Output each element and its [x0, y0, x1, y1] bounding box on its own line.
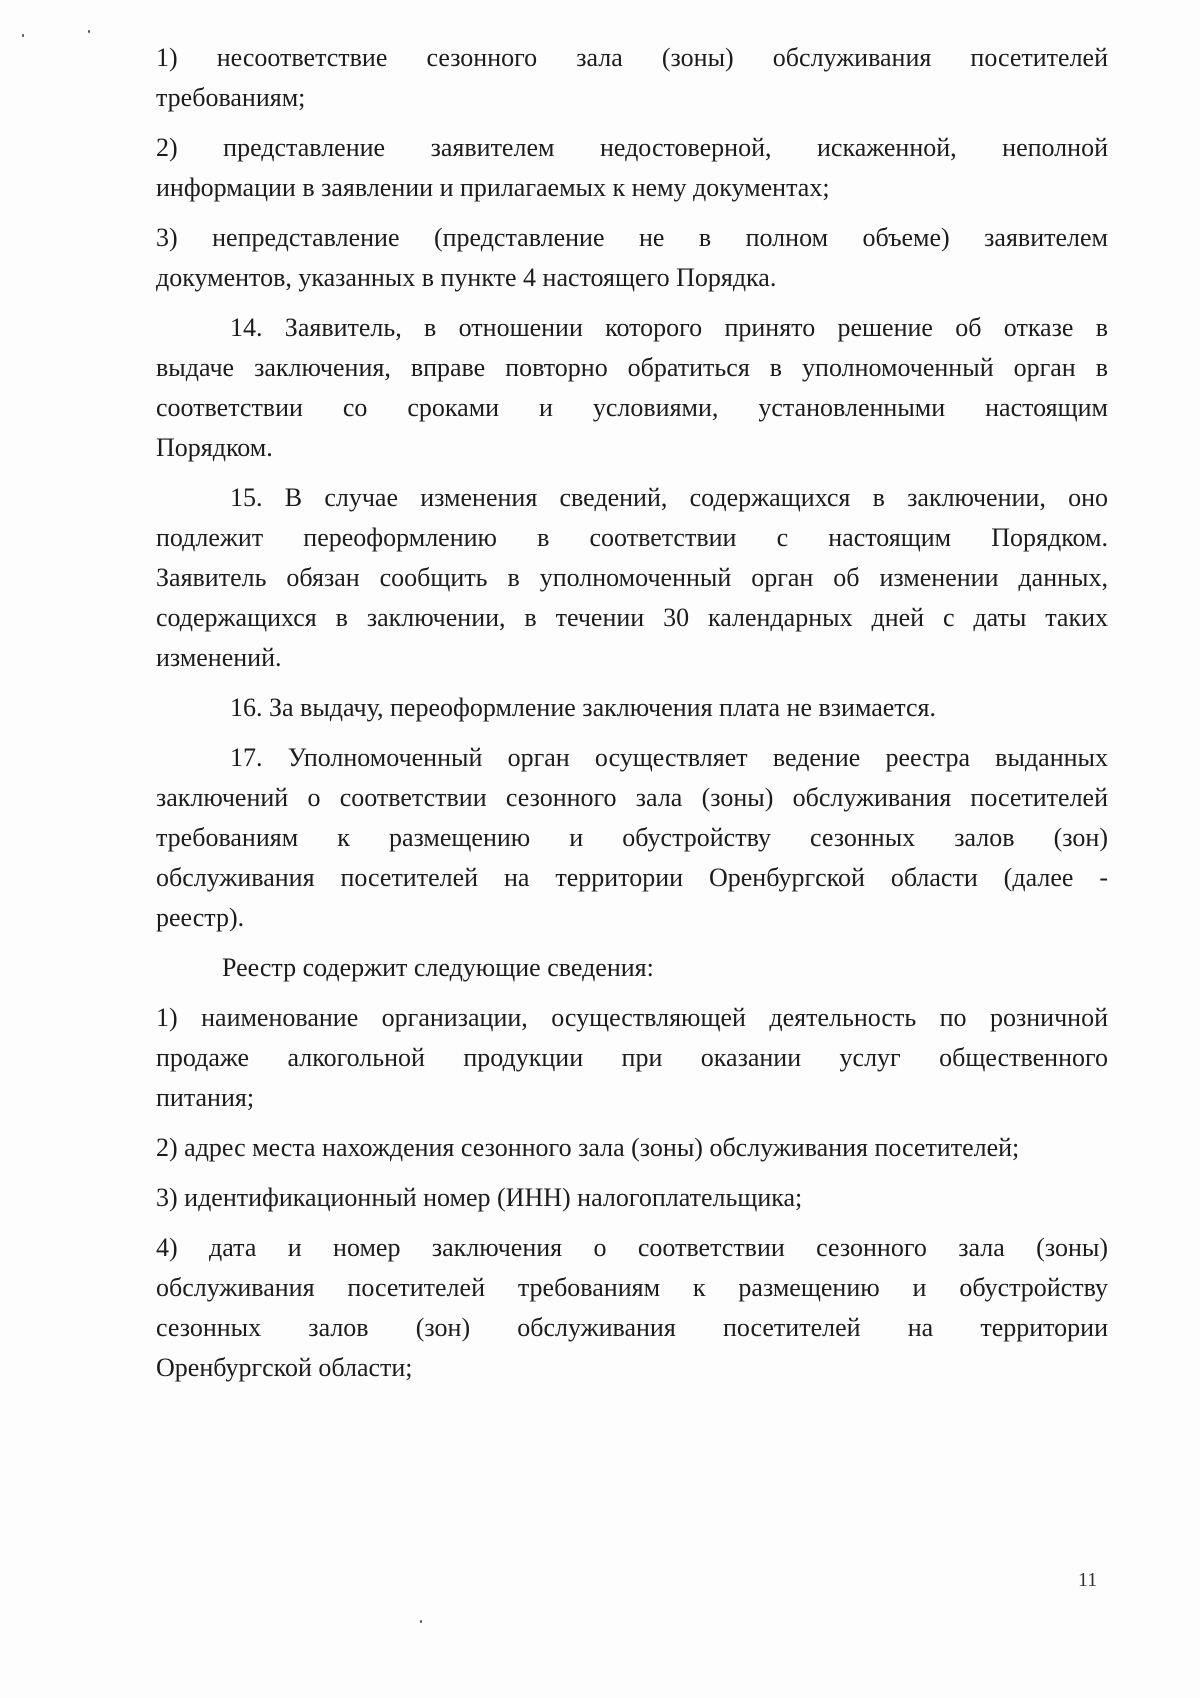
list-item-2 — [156, 128, 1108, 208]
text-line: заключений о соответствии сезонного зала (зоны) обслуживания посетителей — [156, 783, 1108, 812]
registry-item-1 — [156, 998, 1108, 1118]
text-line: реестр). — [156, 903, 245, 932]
scan-speck — [420, 1620, 422, 1623]
text-line: 2) представление заявителем недостоверной, искаженной, неполной — [156, 133, 1108, 162]
registry-intro — [156, 948, 1108, 988]
registry-item-3 — [156, 1178, 1108, 1218]
text-line: 1) несоответствие сезонного зала (зоны) обслуживания посетителей — [156, 43, 1108, 72]
text-line: документов, указанных в пункте 4 настоящего Порядка. — [156, 263, 777, 292]
text-line: подлежит переоформлению в соответствии с настоящим Порядком. — [156, 523, 1108, 552]
page-number: 11 — [1078, 1569, 1098, 1591]
text-line: 3) идентификационный номер (ИНН) налогоплательщика; — [156, 1183, 803, 1212]
text-line: выдаче заключения, вправе повторно обратиться в уполномоченный орган в — [156, 353, 1108, 382]
text-line: требованиям; — [156, 83, 306, 112]
paragraph-16 — [156, 688, 1108, 728]
text-line: обслуживания посетителей требованиям к размещению и обустройству — [156, 1273, 1108, 1302]
text-line: 3) непредставление (представление не в полном объеме) заявителем — [156, 223, 1108, 252]
paragraph-15 — [156, 478, 1108, 678]
text-line: Реестр содержит следующие сведения: — [222, 953, 654, 982]
text-line: обслуживания посетителей на территории Оренбургской области (далее - — [156, 863, 1108, 892]
paragraph-14 — [156, 308, 1108, 468]
text-line: 2) адрес места нахождения сезонного зала (зоны) обслуживания посетителей; — [156, 1133, 1020, 1162]
text-line: 16. За выдачу, переоформление заключения плата не взимается. — [230, 693, 936, 722]
text-line: 17. Уполномоченный орган осуществляет ведение реестра выданных — [230, 743, 1108, 772]
registry-item-4 — [156, 1228, 1108, 1388]
text-line: 15. В случае изменения сведений, содержащихся в заключении, оно — [230, 483, 1108, 512]
text-line: Порядком. — [156, 433, 273, 462]
scan-speck — [88, 30, 90, 33]
text-line: 1) наименование организации, осуществляющей деятельность по розничной — [156, 1003, 1108, 1032]
text-line: Заявитель обязан сообщить в уполномоченный орган об изменении данных, — [156, 563, 1108, 592]
text-line: сезонных залов (зон) обслуживания посетителей на территории — [156, 1313, 1108, 1342]
list-item-3 — [156, 218, 1108, 298]
paragraph-17 — [156, 738, 1108, 938]
text-line: Оренбургской области; — [156, 1353, 413, 1382]
text-line: требованиям к размещению и обустройству сезонных залов (зон) — [156, 823, 1108, 852]
text-line: питания; — [156, 1083, 255, 1112]
list-item-1 — [156, 38, 1108, 118]
text-line: изменений. — [156, 643, 282, 672]
text-line: содержащихся в заключении, в течении 30 календарных дней с даты таких — [156, 603, 1108, 632]
text-line: 4) дата и номер заключения о соответствии сезонного зала (зоны) — [156, 1233, 1108, 1262]
text-line: информации в заявлении и прилагаемых к нему документах; — [156, 173, 830, 202]
text-line: 14. Заявитель, в отношении которого принято решение об отказе в — [230, 313, 1108, 342]
document-body — [156, 38, 1108, 1398]
registry-item-2 — [156, 1128, 1108, 1168]
text-line: продаже алкогольной продукции при оказании услуг общественного — [156, 1043, 1108, 1072]
text-line: соответствии со сроками и условиями, установленными настоящим — [156, 393, 1108, 422]
scan-speck — [22, 34, 24, 37]
